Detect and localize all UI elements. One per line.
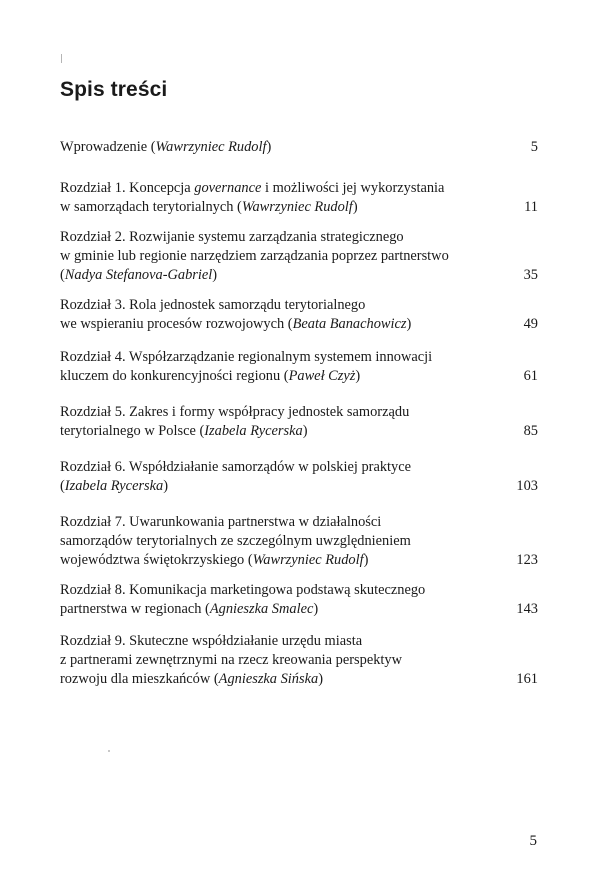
toc-text: Rozdział 5. Zakres i formy współpracy jednostek samorządu	[60, 404, 410, 420]
toc-page-number: 161	[516, 671, 538, 687]
toc-entry-line	[60, 581, 470, 600]
page-number: 5	[529, 833, 537, 849]
toc-text: )	[318, 671, 323, 687]
toc-entry	[60, 632, 538, 689]
toc-text: i możliwości jej wykorzystania	[261, 180, 445, 196]
toc-entry-line	[60, 513, 470, 532]
toc-text: kluczem do konkurencyjności regionu (	[60, 368, 289, 384]
toc-text: (	[60, 478, 65, 494]
toc-text: Wprowadzenie (	[60, 139, 156, 155]
toc-page-number: 11	[524, 199, 538, 215]
toc-entry-title	[60, 348, 470, 386]
toc-text: Rozdział 8. Komunikacja marketingowa podstawą skutecznego	[60, 582, 426, 598]
toc-entry-line	[60, 632, 470, 651]
toc-entry-title	[60, 632, 470, 689]
toc-page-number: 5	[530, 139, 538, 155]
toc-entry	[60, 348, 538, 386]
toc-entry-line	[60, 266, 470, 285]
toc-entry-title	[60, 228, 470, 285]
toc-text: (	[60, 267, 65, 283]
toc-text: )	[163, 478, 169, 494]
toc-entry-line	[60, 228, 470, 247]
toc-text: partnerstwa w regionach (	[60, 601, 210, 617]
toc-text: Rozdział 9. Skuteczne współdziałanie urzędu miasta	[60, 633, 363, 649]
toc-text: w samorządach terytorialnych (	[60, 199, 242, 215]
toc-text: z partnerami zewnętrznymi na rzecz kreowania perspektyw	[60, 652, 403, 668]
toc-entry	[60, 403, 538, 441]
toc-page-number: 61	[523, 368, 538, 384]
toc-entry-title	[60, 403, 470, 441]
toc-entry-line	[60, 477, 470, 496]
toc-entry-line	[60, 296, 470, 315]
toc-text: Rozdział 6. Współdziałanie samorządów w polskiej praktyce	[60, 459, 411, 475]
toc-text: Rozdział 3. Rola jednostek samorządu terytorialnego	[60, 297, 366, 313]
toc-text: )	[363, 552, 369, 568]
toc-entry-line	[60, 600, 470, 619]
toc-entry	[60, 296, 538, 334]
toc-heading: Spis treści	[60, 78, 168, 101]
scan-mark	[61, 54, 62, 63]
toc-text: Rozdział 2. Rozwijanie systemu zarządzania strategicznego	[60, 229, 404, 245]
toc-author: Wawrzyniec Rudolf	[241, 199, 353, 215]
toc-author: Izabela Rycerska	[204, 423, 303, 439]
toc-entry-line	[60, 247, 470, 266]
toc-text: rozwoju dla mieszkańców (	[60, 671, 219, 687]
toc-text: )	[266, 139, 272, 155]
toc-author: Wawrzyniec Rudolf	[155, 139, 267, 155]
toc-page-number: 49	[523, 316, 538, 332]
toc-text: )	[355, 368, 361, 384]
toc-page-number: 143	[516, 601, 538, 617]
toc-entry	[60, 581, 538, 619]
toc-author: Agnieszka Smalec	[209, 601, 314, 617]
toc-author: governance	[194, 180, 262, 196]
toc-author: Paweł Czyż	[288, 368, 356, 384]
toc-entry-line	[60, 315, 470, 334]
toc-entry-line	[60, 532, 470, 551]
toc-entry	[60, 138, 538, 157]
toc-text: )	[212, 267, 218, 283]
toc-text: )	[352, 199, 358, 215]
toc-entry-line	[60, 367, 470, 386]
toc-author: Nadya Stefanova-Gabriel	[64, 267, 213, 283]
scan-speck	[108, 750, 110, 752]
toc-entry-line	[60, 551, 470, 570]
toc-page-number: 85	[523, 423, 538, 439]
toc-entry-line	[60, 403, 470, 422]
toc-entry-line	[60, 198, 470, 217]
toc-page-number: 123	[516, 552, 538, 568]
toc-entry-title	[60, 296, 470, 334]
toc-entry-line	[60, 422, 470, 441]
toc-text: w gminie lub regionie narzędziem zarządzania poprzez partnerstwo	[60, 248, 449, 264]
toc-page-number: 103	[516, 478, 538, 494]
toc-text: )	[406, 316, 412, 332]
toc-entry-line	[60, 179, 470, 198]
toc-text: Rozdział 4. Współzarządzanie regionalnym systemem innowacji	[60, 349, 433, 365]
toc-entry	[60, 228, 538, 285]
toc-entry-title	[60, 458, 470, 496]
toc-text: we wspieraniu procesów rozwojowych (	[60, 316, 293, 332]
toc-entry-line	[60, 138, 470, 157]
toc-entry-title	[60, 138, 470, 157]
toc-text: województwa świętokrzyskiego (	[60, 552, 253, 568]
toc-text: Rozdział 1. Koncepcja	[60, 180, 195, 196]
toc-text: )	[302, 423, 308, 439]
toc-entry-title	[60, 581, 470, 619]
toc-text: samorządów terytorialnych ze szczególnym uwzględnieniem	[60, 533, 411, 549]
toc-entry	[60, 179, 538, 217]
toc-author: Beata Banachowicz	[292, 316, 407, 332]
toc-text: Rozdział 7. Uwarunkowania partnerstwa w działalności	[60, 514, 382, 530]
toc-author: Agnieszka Sińska	[218, 671, 319, 687]
toc-entry-line	[60, 458, 470, 477]
toc-entry	[60, 513, 538, 570]
toc-entry	[60, 458, 538, 496]
toc-page-number: 35	[523, 267, 538, 283]
toc-entry-line	[60, 348, 470, 367]
toc-text: terytorialnego w Polsce (	[60, 423, 205, 439]
toc-author: Izabela Rycerska	[64, 478, 164, 494]
toc-entry-title	[60, 513, 470, 570]
toc-text: )	[313, 601, 319, 617]
toc-author: Wawrzyniec Rudolf	[252, 552, 364, 568]
toc-entry-line	[60, 651, 470, 670]
toc-entry-line	[60, 670, 470, 689]
toc-entry-title	[60, 179, 470, 217]
